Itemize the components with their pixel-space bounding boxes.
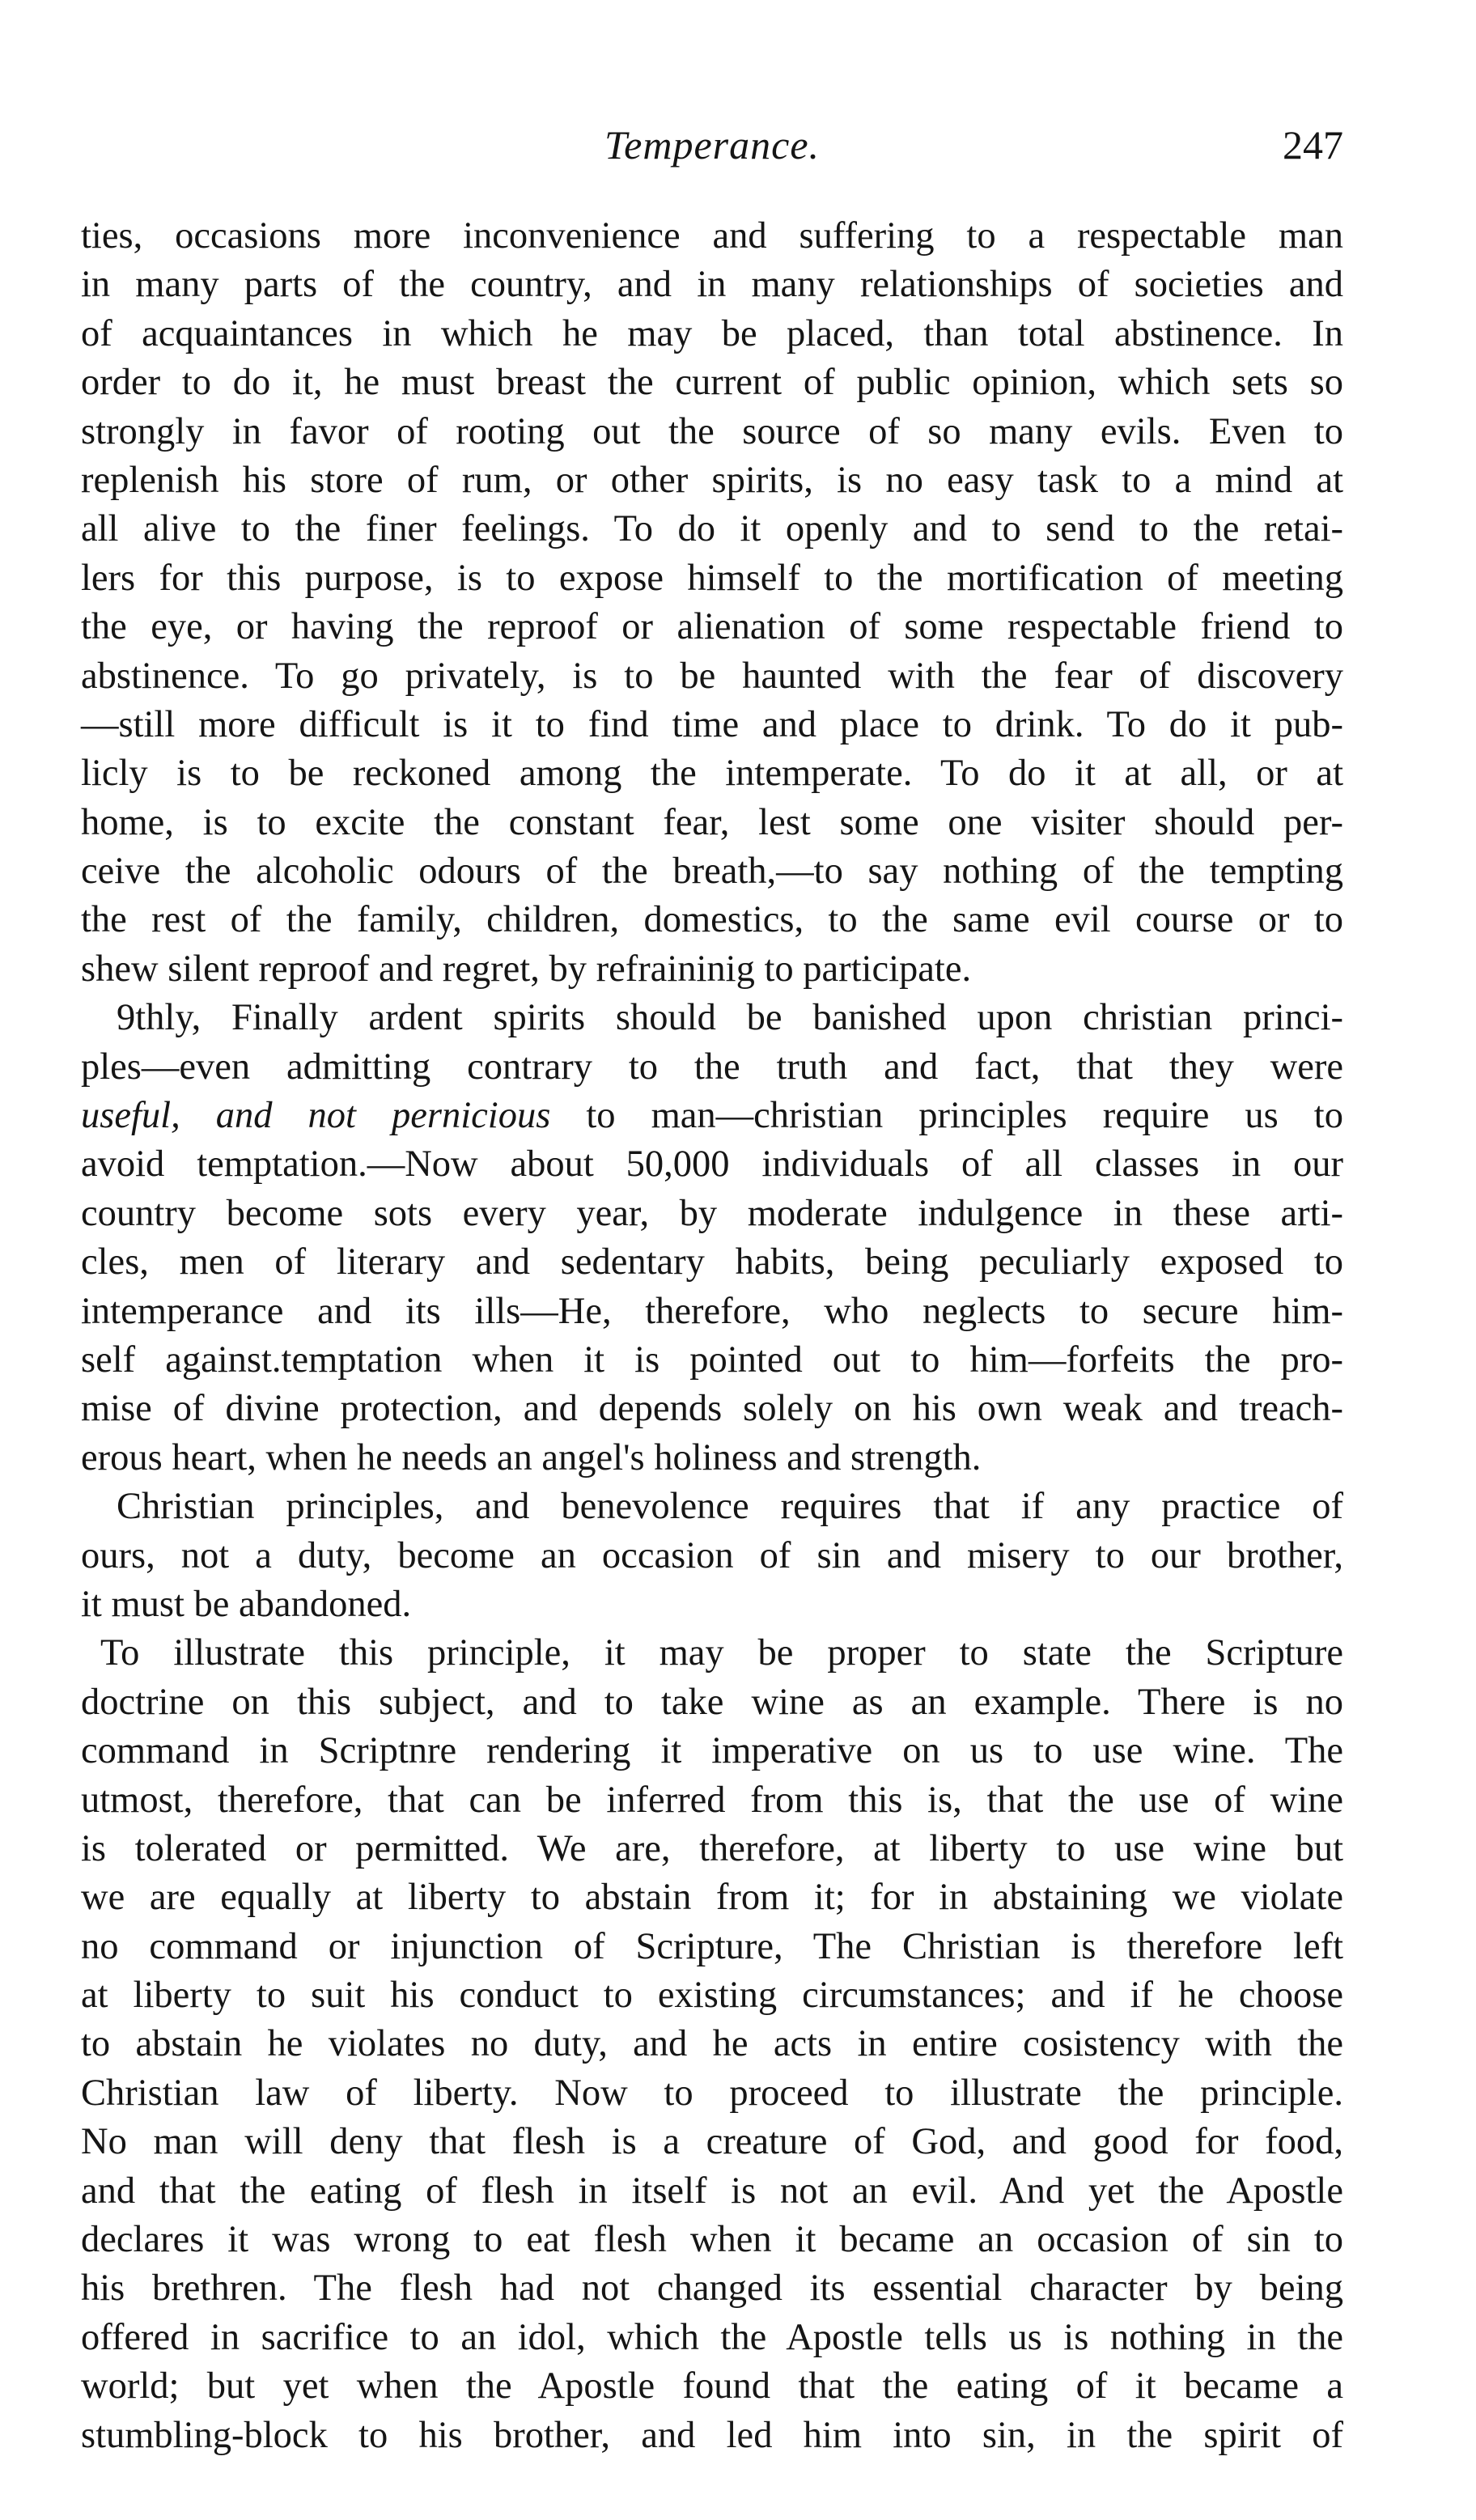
running-title: Temperance. bbox=[604, 122, 821, 168]
text-line: strongly in favor of rooting out the source of so many evils. Even to bbox=[81, 410, 1343, 452]
text-line: ceive the alcoholic odours of the breath,—to say nothing of the tempting bbox=[81, 851, 1343, 893]
text-line: the rest of the family, children, domestics, to the same evil course or to bbox=[81, 899, 1343, 941]
text-line: mise of divine protection, and depends solely on his own weak and treach- bbox=[81, 1388, 1343, 1430]
text-line: command in Scriptnre rendering it imperative on us to use wine. The bbox=[81, 1730, 1343, 1772]
text-line: stumbling-block to his brother, and led him into sin, in the spirit of bbox=[81, 2414, 1343, 2456]
text-line: avoid temptation.—Now about 50,000 individuals of all classes in our bbox=[81, 1143, 1343, 1186]
body-text bbox=[81, 212, 1343, 2460]
text-line: shew silent reproof and regret, by refraininig to participate. bbox=[81, 948, 972, 990]
text-line: doctrine on this subject, and to take wine as an example. There is no bbox=[81, 1681, 1343, 1723]
text-line: country become sots every year, by moderate indulgence in these arti- bbox=[81, 1192, 1343, 1234]
text-line: declares it was wrong to eat flesh when it became an occasion of sin to bbox=[81, 2219, 1343, 2261]
text-line: the eye, or having the reproof or alienation of some respectable friend to bbox=[81, 606, 1343, 648]
text-line: his brethren. The flesh had not changed its essential character by being bbox=[81, 2268, 1343, 2310]
text-line: intemperance and its ills—He, therefore, who neglects to secure him- bbox=[81, 1290, 1343, 1332]
page-header bbox=[81, 121, 1343, 186]
text-line: Christian principles, and benevolence requires that if any practice of bbox=[117, 1486, 1343, 1528]
italic-phrase: useful, and not pernicious bbox=[81, 1095, 551, 1137]
text-line: licly is to be reckoned among the intemperate. To do it at all, or at bbox=[81, 753, 1343, 795]
text-line: is tolerated or permitted. We are, therefore, at liberty to use wine but bbox=[81, 1827, 1343, 1869]
text-line: all alive to the finer feelings. To do it openly and to send to the retai- bbox=[81, 508, 1343, 550]
text-line: Christian law of liberty. Now to proceed to illustrate the principle. bbox=[81, 2072, 1343, 2114]
text-line: in many parts of the country, and in many relationships of societies and bbox=[81, 264, 1343, 306]
text-line: we are equally at liberty to abstain from it; for in abstaining we violate bbox=[81, 1877, 1343, 1919]
text-line: —still more difficult is it to find time and place to drink. To do it pub- bbox=[81, 703, 1343, 745]
text-line: at liberty to suit his conduct to existing circumstances; and if he choose bbox=[81, 1975, 1343, 2017]
text-line: lers for this purpose, is to expose himself to the mortification of meeting bbox=[81, 557, 1343, 599]
page-number: 247 bbox=[1283, 122, 1343, 168]
text-line: to abstain he violates no duty, and he acts in entire cosistency with the bbox=[81, 2023, 1343, 2065]
text-line: ours, not a duty, become an occasion of sin and misery to our brother, bbox=[81, 1534, 1343, 1576]
text-line: and that the eating of flesh in itself is not an evil. And yet the Apostle bbox=[81, 2170, 1343, 2212]
text-line: no command or injunction of Scripture, The Christian is therefore left bbox=[81, 1925, 1343, 1967]
text-line: erous heart, when he needs an angel's holiness and strength. bbox=[81, 1436, 982, 1478]
text-line: home, is to excite the constant fear, lest some one visiter should per- bbox=[81, 801, 1343, 843]
text-line: cles, men of literary and sedentary habits, being peculiarly exposed to bbox=[81, 1241, 1343, 1283]
text-line: it must be abandoned. bbox=[81, 1583, 412, 1625]
text-line: self against.temptation when it is pointed out to him—forfeits the pro- bbox=[81, 1338, 1343, 1381]
text-line-with-italic bbox=[81, 1092, 1343, 1140]
text-line: world; but yet when the Apostle found that the eating of it became a bbox=[81, 2365, 1343, 2408]
text-line: abstinence. To go privately, is to be haunted with the fear of discovery bbox=[81, 655, 1343, 697]
text-line: 9thly, Finally ardent spirits should be banished upon christian princi- bbox=[117, 997, 1343, 1039]
text-line: ples—even admitting contrary to the truth and fact, that they were bbox=[81, 1046, 1343, 1088]
text-fragment: to man—christian principles require us to bbox=[550, 1095, 1343, 1137]
text-line: order to do it, he must breast the current of public opinion, which sets so bbox=[81, 362, 1343, 404]
text-line: ties, occasions more inconvenience and suffering to a respectable man bbox=[81, 215, 1343, 257]
text-line: No man will deny that flesh is a creature of God, and good for food, bbox=[81, 2121, 1343, 2163]
text-line: utmost, therefore, that can be inferred from this is, that the use of wine bbox=[81, 1779, 1343, 1821]
text-line: To illustrate this principle, it may be proper to state the Scripture bbox=[100, 1632, 1343, 1674]
text-line: offered in sacrifice to an idol, which the Apostle tells us is nothing in the bbox=[81, 2316, 1343, 2358]
text-line: replenish his store of rum, or other spirits, is no easy task to a mind at bbox=[81, 459, 1343, 501]
text-line: of acquaintances in which he may be placed, than total abstinence. In bbox=[81, 312, 1343, 354]
